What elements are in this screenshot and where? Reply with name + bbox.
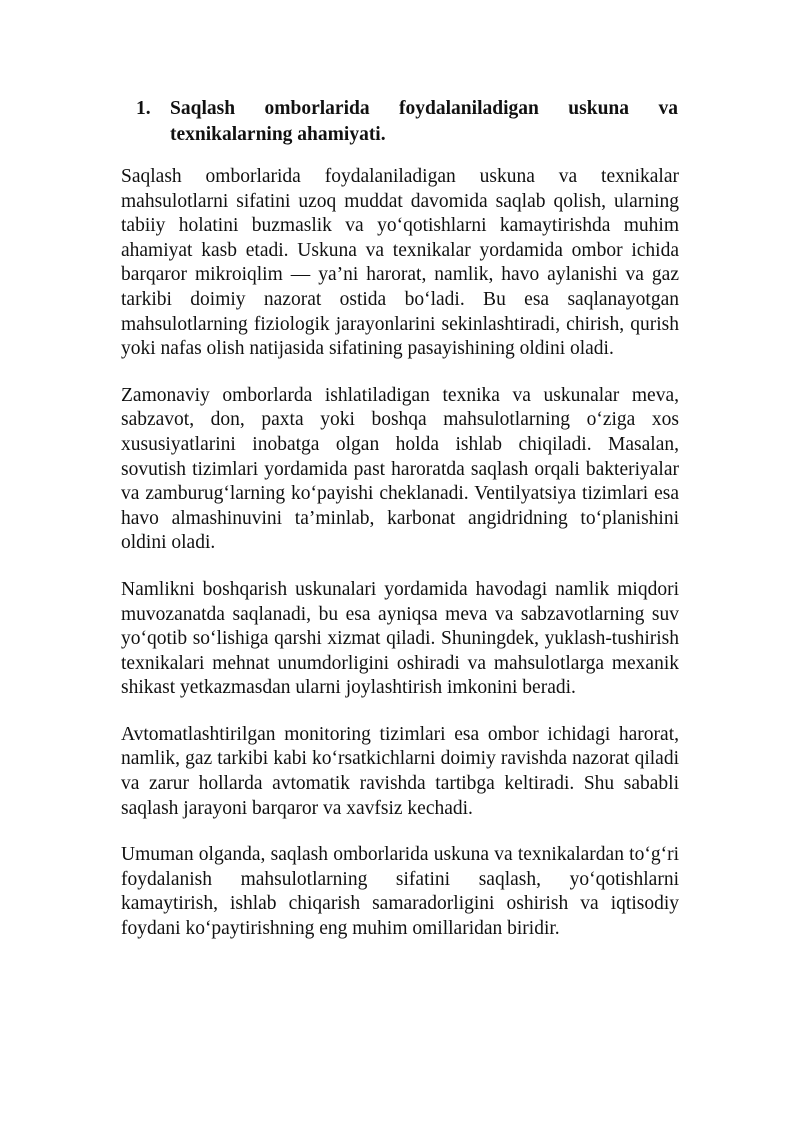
paragraph-4: Avtomatlashtirilgan monitoring tizimlari esa ombor ichidagi harorat, namlik, gaz tarkibi kabi ko‘rsatkichlarni doimiy ravishda nazorat qiladi va zarur hollarda avtomatik ravishda tartibga keltiradi. Shu sababli saqlash jarayoni barqaror va xavfsiz kechadi.	[121, 723, 679, 819]
paragraph-2: Zamonaviy omborlarda ishlatiladigan texnika va uskunalar meva, sabzavot, don, paxta yoki boshqa mahsulotlarning o‘ziga xos xususiyatlarini inobatga olgan holda ishlab chiqiladi. Masalan, sovutish tizimlari yordamida past haroratda saqlash orqali bakteriyalar va zamburug‘larning ko‘payishi cheklanadi. Ventilyatsiya tizimlari esa havo almashinuvini ta’minlab, karbonat angidridning to‘planishini oldini oladi.	[121, 384, 679, 554]
document-body	[121, 165, 679, 964]
paragraph-5: Umuman olganda, saqlash omborlarida uskuna va texnikalardan to‘g‘ri foydalanish mahsulotlarning sifatini saqlash, yo‘qotishlarni kamaytirish, ishlab chiqarish samaradorligini oshirish va iqtisodiy foydani ko‘paytirishning eng muhim omillaridan biridir.	[121, 844, 679, 940]
heading-title: Saqlash omborlarida foydalaniladigan uskuna va texnikalarning ahamiyati.	[170, 98, 678, 145]
paragraph-1: Saqlash omborlarida foydalaniladigan uskuna va texnikalar mahsulotlarni sifatini uzoq muddat davomida saqlab qolish, ularning tabiiy holatini buzmaslik va yo‘qotishlarni kamaytirishda muhim ahamiyat kasb etadi. Uskuna va texnikalar yordamida ombor ichida barqaror mikroiqlim — ya’ni harorat, namlik, havo aylanishi va gaz tarkibi doimiy nazorat ostida bo‘ladi. Bu esa saqlanayotgan mahsulotlarning fiziologik jarayonlarini sekinlashtiradi, chirish, qurish yoki nafas olish natijasida sifatining pasayishining oldini oladi.	[121, 166, 679, 360]
heading-number: 1.	[136, 98, 151, 119]
section-heading	[136, 96, 678, 148]
paragraph-3: Namlikni boshqarish uskunalari yordamida havodagi namlik miqdori muvozanatda saqlanadi, bu esa ayniqsa meva va sabzavotlarning suv yo‘qotib so‘lishiga qarshi xizmat qiladi. Shuningdek, yuklash-tushirish texnikalari mehnat unumdorligini oshiradi va mahsulotlarga mexanik shikast yetkazmasdan ularni joylashtirish imkonini beradi.	[121, 578, 679, 699]
